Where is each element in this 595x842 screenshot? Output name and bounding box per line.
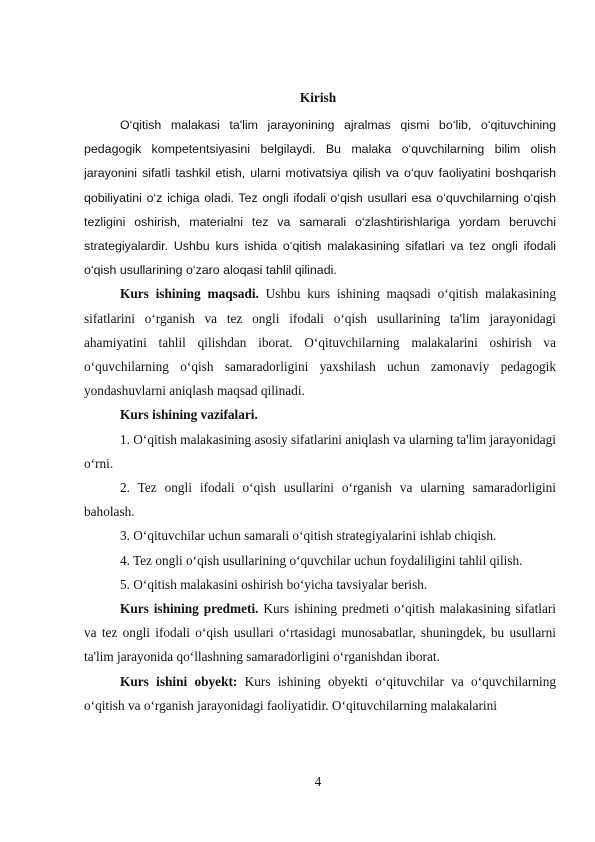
object-paragraph <box>84 670 556 718</box>
task-item-3: 3. O‘qituvchilar uchun samarali o‘qitish strategiyalarini ishlab chiqish. <box>120 528 497 544</box>
document-body <box>84 113 556 718</box>
task-item-1: 1. O‘qitish malakasining asosiy sifatlarini aniqlash va ularning ta'lim jarayonidagi o‘rni. <box>84 431 556 471</box>
task-item-2: 2. Tez ongli ifodali o‘qish usullarini o‘rganish va ularning samaradorligini baholash. <box>84 480 556 520</box>
page-number: 4 <box>314 774 322 789</box>
task-item-4: 4. Tez ongli o‘qish usullarining o‘quvchilar uchun foydaliligini tahlil qilish. <box>120 552 523 568</box>
goal-label: Kurs ishining maqsadi. <box>120 286 259 302</box>
page-title: Kirish <box>299 90 337 105</box>
object-label: Kurs ishini obyekt: <box>120 673 238 689</box>
object-text: Kurs ishining obyekti o‘qituvchilar va o‘quvchilarning o‘qitish va o‘rganish jarayonidagi faoliyatidir. O‘qituvchilarning malakalarini <box>84 673 556 713</box>
subject-label: Kurs ishining predmeti. <box>120 601 259 617</box>
goal-paragraph <box>84 282 556 403</box>
subject-text: Kurs ishining predmeti o‘qitish malakasining sifatlari va tez ongli ifodali o‘qish usullari o‘rtasidagi munosabatlar, shuningdek, bu usullarni ta'lim jarayonida qo‘llashning samaradorligini o‘rganishdan iborat. <box>84 601 556 665</box>
subject-paragraph <box>84 597 556 670</box>
intro-paragraph: O‘qitish malakasi ta'lim jarayonining ajralmas qismi bo‘lib, o‘qituvchining pedagogik kompetentsiyasini belgilaydi. Bu malaka o‘quvchilarning bilim olish jarayonini sifatli tashkil etish, ularni motivatsiya qilish va o‘quv faoliyatini boshqarish qobiliyatini o‘z ichiga oladi. Tez ongli ifodali o‘qish usullari esa o‘quvchilarning o‘qish tezligini oshirish, materialni tez va samarali o‘zlashtirishlariga yordam beruvchi strategiyalardir. Ushbu kurs ishida o‘qitish malakasining sifatlari va tez ongli ifodali o‘qish usullarining o‘zaro aloqasi tahlil qilinadi. <box>84 118 556 278</box>
tasks-heading: Kurs ishining vazifalari. <box>120 407 258 423</box>
goal-text: Ushbu kurs ishining maqsadi o‘qitish malakasining sifatlarini o‘rganish va tez ongli ifodali o‘qish usullarining ta'lim jarayonidagi ahamiyatini tahlil qilishdan iborat. O‘qituvchilarning malakalarini oshirish va o‘quvchilarning o‘qish samaradorligini yaxshilash uchun zamonaviy pedagogik yondashuvlarni aniqlash maqsad qilinadi. <box>84 286 556 399</box>
task-item-5: 5. O‘qitish malakasini oshirish bo‘yicha tavsiyalar berish. <box>120 576 428 592</box>
